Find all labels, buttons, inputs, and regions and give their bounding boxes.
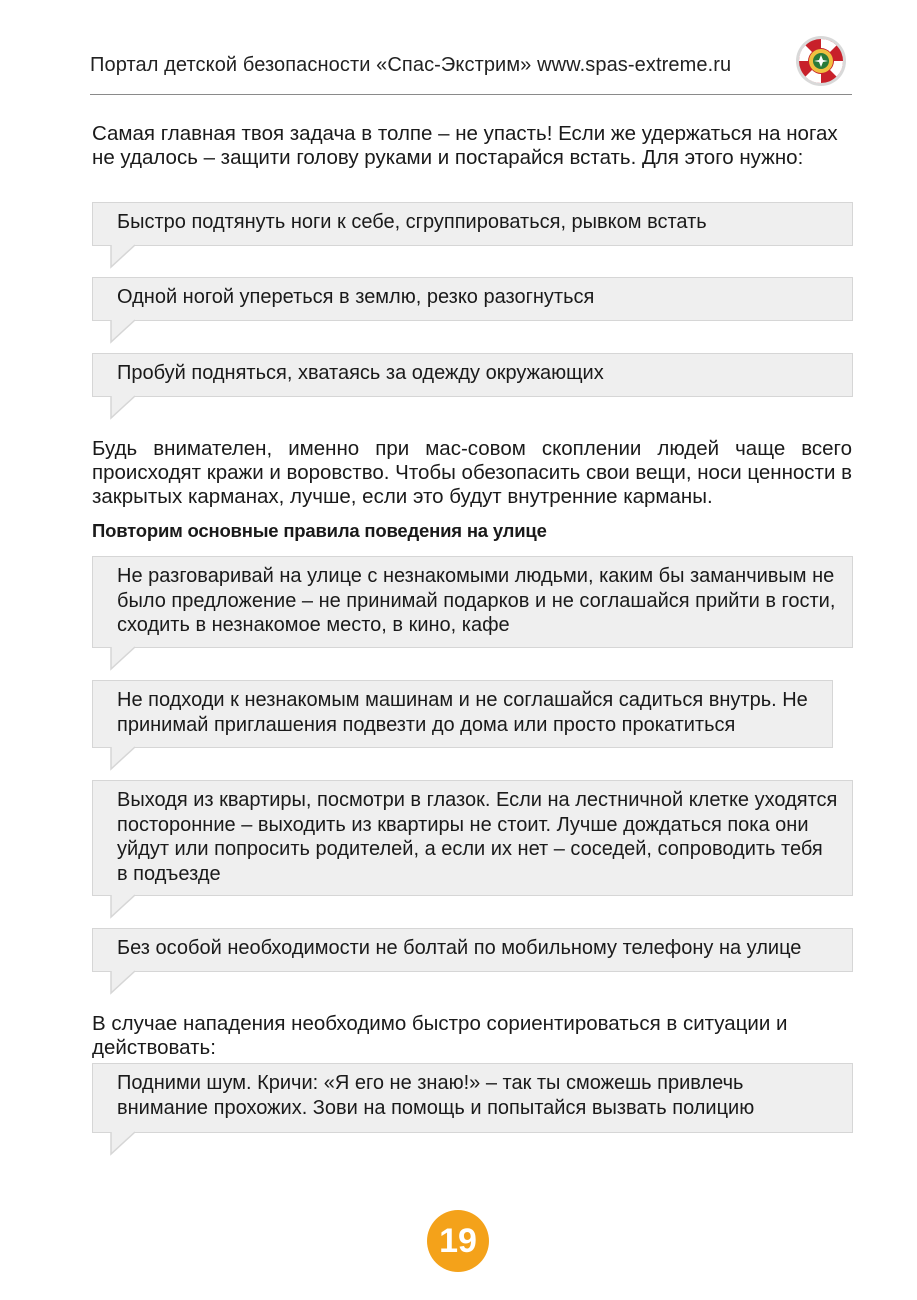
street-rule-1-text: Не разговаривай на улице с незнакомыми людьми, каким бы заманчивым не было предложение – не принимай подарков и не соглашайся прийти в гости, сходить в незнакомое место, в кино, кафе — [117, 565, 836, 636]
intro-paragraph: Самая главная твоя задача в толпе – не упасть! Если же удержаться на ногах не удалось – защити голову руками и постарайся встать. Для этого нужно: — [92, 122, 838, 169]
crowd-step-3-text: Пробуй подняться, хватаясь за одежду окружающих — [117, 362, 604, 384]
header-title: Портал детской безопасности «Спас-Экстрим» www.spas-extreme.ru — [90, 54, 732, 76]
rules-heading: Повторим основные правила поведения на улице — [92, 520, 547, 541]
street-rule-4-text: Без особой необходимости не болтай по мобильному телефону на улице — [117, 937, 802, 959]
street-rule-3-text: Выходя из квартиры, посмотри в глазок. Если на лестничной клетке уходятся посторонние – выходить из квартиры не стоит. Лучше дождаться пока они уйдут или попросить родителей, а если их нет – соседей, сопроводить тебя в подъезде — [117, 789, 838, 885]
street-rule-3-bubble — [92, 780, 853, 896]
attack-tip-bubble — [92, 1063, 853, 1133]
attack-intro-paragraph: В случае нападения необходимо быстро сориентироваться в ситуации и действовать: — [92, 1012, 788, 1059]
crowd-step-3-bubble — [92, 353, 853, 397]
crowd-step-1-bubble — [92, 202, 853, 246]
page-number-badge: 19 — [427, 1210, 489, 1272]
street-rule-4-bubble — [92, 928, 853, 972]
bubble-tail — [111, 320, 135, 343]
crowd-step-2-bubble — [92, 277, 853, 321]
bubble-tail — [111, 1132, 135, 1155]
crowd-step-1-text: Быстро подтянуть ноги к себе, сгруппироваться, рывком встать — [117, 211, 707, 233]
bubble-tail — [111, 747, 135, 770]
bubble-tail — [111, 647, 135, 670]
bubble-tail — [111, 895, 135, 918]
bubble-tail — [111, 245, 135, 268]
attack-tip-text: Подними шум. Кричи: «Я его не знаю!» – так ты сможешь привлечь внимание прохожих. Зови на помощь и попытайся вызвать полицию — [117, 1072, 755, 1119]
theft-warning-paragraph: Будь внимателен, именно при мас-совом скоплении людей чаще всего происходят кражи и воровство. Чтобы обезопасить свои вещи, носи ценности в закрытых карманах, лучше, если это будут внутренние карманы. — [92, 437, 852, 508]
crowd-step-2-text: Одной ногой упереться в землю, резко разогнуться — [117, 286, 595, 308]
street-rule-1-bubble — [92, 556, 853, 648]
bubble-tail — [111, 396, 135, 419]
street-rule-2-bubble — [92, 680, 833, 748]
bubble-tail — [111, 971, 135, 994]
page-header — [90, 52, 852, 95]
lifebuoy-emblem-icon — [794, 34, 848, 88]
street-rule-2-text: Не подходи к незнакомым машинам и не соглашайся садиться внутрь. Не принимай приглашения подвезти до дома или просто прокатиться — [117, 689, 808, 736]
